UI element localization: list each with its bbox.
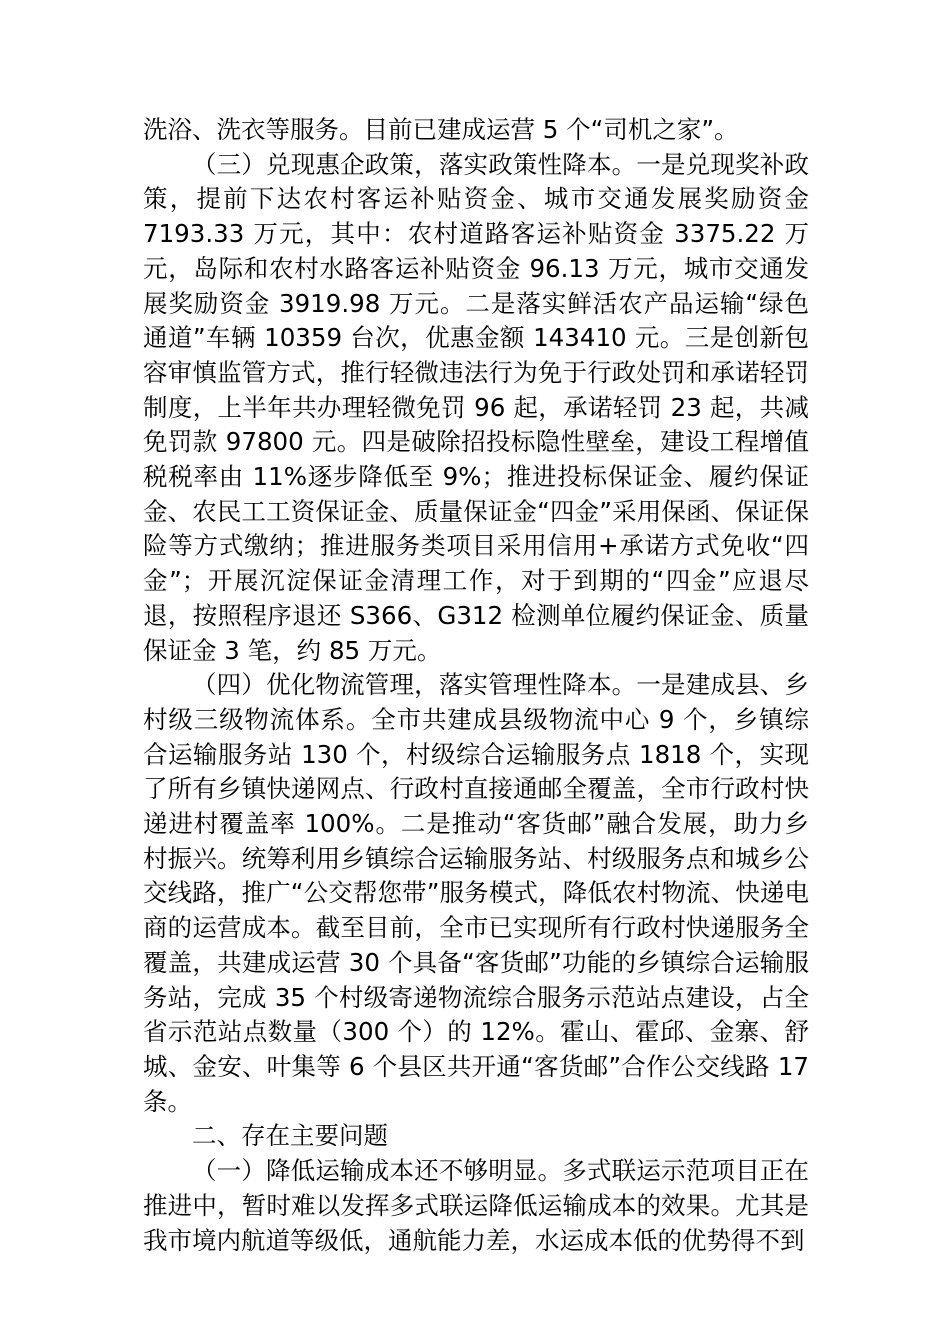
paragraph-problem-1: （一）降低运输成本还不够明显。多式联运示范项目正在推进中，暂时难以发挥多式联运降低运输成本的效果。尤其是我市境内航道等级低，通航能力差，水运成本低的优势得不到 xyxy=(143,1156,809,1255)
paragraph-continuation: 洗浴、洗衣等服务。目前已建成运营 5 个“司机之家”。 xyxy=(143,115,739,144)
document-body xyxy=(143,113,809,1258)
paragraph-section-4: （四）优化物流管理，落实管理性降本。一是建成县、乡村级三级物流体系。全市共建成县级物流中心 9 个，乡镇综合运输服务站 130 个，村级综合运输服务点 1818 个，实现了所有乡镇快递网点、行政村直接通邮全覆盖，全市行政村快递进村覆盖率 100%。二是推动“客货邮”融合发展，助力乡村振兴。统筹利用乡镇综合运输服务站、村级服务点和城乡公交线路，推广“公交帮您带”服务模式，降低农村物流、快递电商的运营成本。截至目前，全市已实现所有行政村快递服务全覆盖，共建成运营 30 个具备“客货邮”功能的乡镇综合运输服务站，完成 35 个村级寄递物流综合服务示范站点建设，占全省示范站点数量（300 个）的 12%。霍山、霍邱、金寨、舒城、金安、叶集等 6 个县区共开通“客货邮”合作公交线路 17 条。 xyxy=(143,670,809,1116)
paragraph-section-3: （三）兑现惠企政策，落实政策性降本。一是兑现奖补政策，提前下达农村客运补贴资金、城市交通发展奖励资金 7193.33 万元，其中：农村道路客运补贴资金 3375.22 万元，岛际和农村水路客运补贴资金 96.13 万元，城市交通发展奖励资金 3919.98 万元。二是落实鲜活农产品运输“绿色通道”车辆 10359 台次，优惠金额 143410 元。三是创新包容审慎监管方式，推行轻微违法行为免于行政处罚和承诺轻罚制度，上半年共办理轻微免罚 96 起，承诺轻罚 23 起，共减免罚款 97800 元。四是破除招投标隐性壁垒，建设工程增值税税率由 11%逐步降低至 9%；推进投标保证金、履约保证金、农民工工资保证金、质量保证金“四金”采用保函、保证保险等方式缴纳；推进服务类项目采用信用+承诺方式免收“四金”；开展沉淀保证金清理工作，对于到期的“四金”应退尽退，按照程序退还 S366、G312 检测单位履约保证金、质量保证金 3 笔，约 85 万元。 xyxy=(143,149,809,665)
heading-main-problems: 二、存在主要问题 xyxy=(192,1121,388,1151)
